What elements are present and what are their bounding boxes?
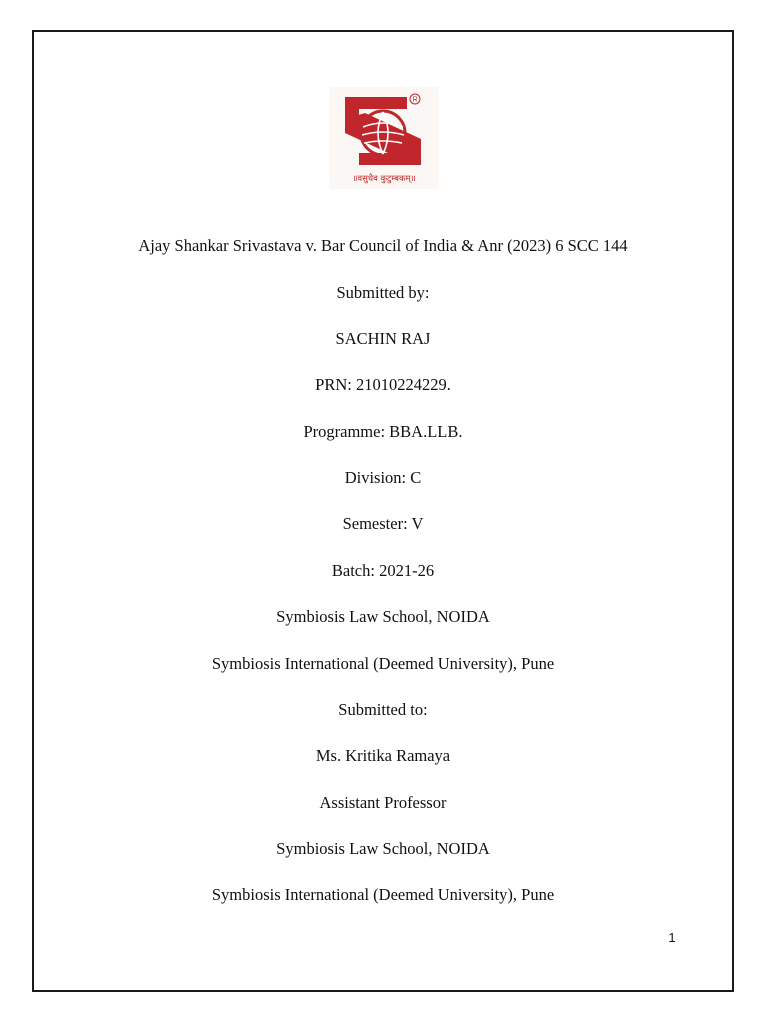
logo-motto: ॥वसुधैव कुटुम्बकम्॥ <box>352 174 416 184</box>
school-name: Symbiosis Law School, NOIDA <box>276 607 490 626</box>
faculty-university-name: Symbiosis International (Deemed University), Pune <box>211 885 555 904</box>
university-name: Symbiosis International (Deemed University), Pune <box>211 654 555 673</box>
symbiosis-logo-icon <box>329 87 439 189</box>
faculty-designation: Assistant Professor <box>319 793 447 812</box>
student-name: SACHIN RAJ <box>335 329 431 348</box>
svg-text:R: R <box>412 96 418 104</box>
case-title: Ajay Shankar Srivastava v. Bar Council of India & Anr (2023) 6 SCC 144 <box>138 236 628 255</box>
submitted-by-label: Submitted by: <box>336 283 430 302</box>
semester: Semester: V <box>342 514 424 533</box>
division: Division: C <box>344 468 422 487</box>
programme: Programme: BBA.LLB. <box>303 422 463 441</box>
submitted-to-label: Submitted to: <box>338 700 428 719</box>
page-number: 1 <box>668 930 676 945</box>
batch: Batch: 2021-26 <box>331 561 435 580</box>
faculty-school-name: Symbiosis Law School, NOIDA <box>276 839 490 858</box>
faculty-name: Ms. Kritika Ramaya <box>315 746 451 765</box>
prn-number: PRN: 21010224229. <box>315 375 451 394</box>
